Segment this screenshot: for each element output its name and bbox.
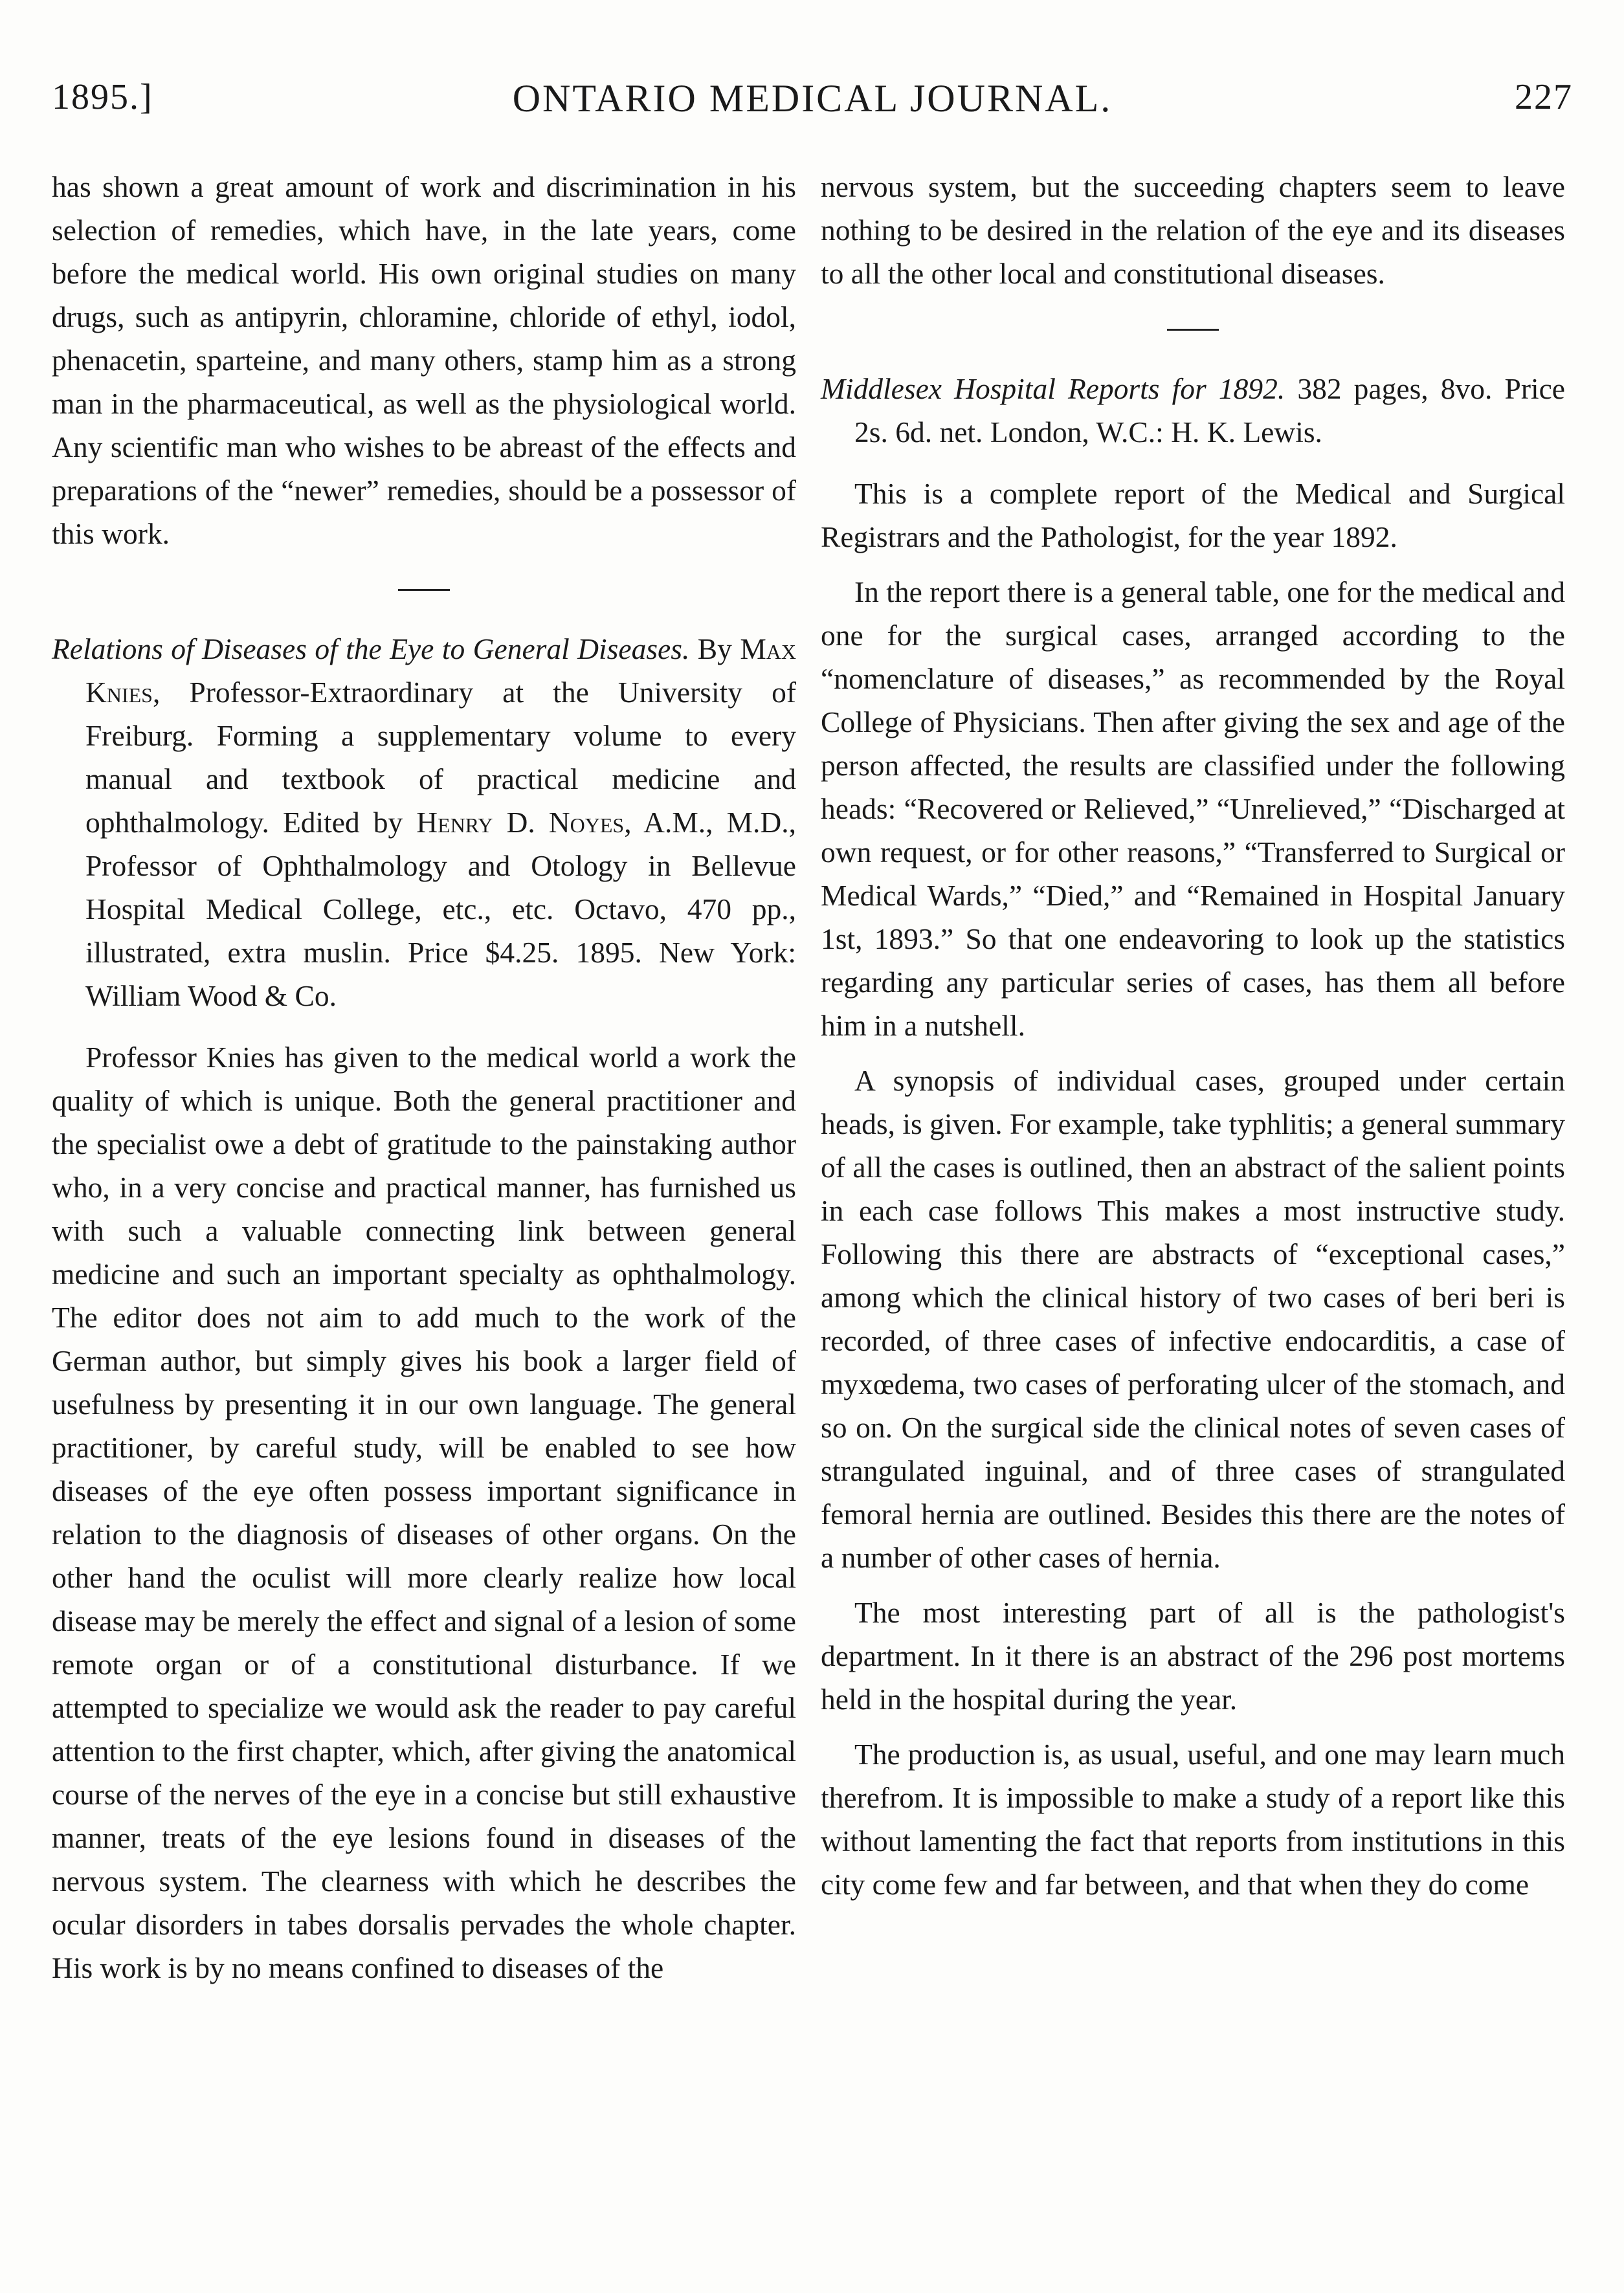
citation-details: , A.M., M.D., Professor of Ophthalmology and Otology in Bellevue Hospital Medical College, etc., etc. Octavo, 470 pp., illustrated, extra muslin. Price $4.25. 1895. New York: William Wood & Co. [85, 806, 797, 1012]
review-paragraph: The production is, as usual, useful, and one may learn much therefrom. It is impossible to make a study of a report like this without lamenting the fact that reports from institutions in this city come few and far between, and that when they do come [821, 1738, 1565, 1901]
paragraph-continued: nervous system, but the succeeding chapters seem to leave nothing to be desired in the relation of the eye and its diseases to all the other local and constitutional diseases. [821, 170, 1565, 290]
running-head [52, 76, 1573, 135]
citation-by: By [697, 632, 732, 665]
review-paragraph: The most interesting part of all is the pathologist's department. In it there is an abstract of the 296 post mortems held in the hospital during the year. [821, 1596, 1565, 1716]
review-paragraph: This is a complete report of the Medical and Surgical Registrars and the Pathologist, for the year 1892. [821, 477, 1565, 553]
book-citation [52, 627, 796, 1017]
book-title: Middlesex Hospital Reports for 1892. [821, 372, 1285, 405]
author-description: , Professor-Extraordinary at the University of Freiburg. Forming a supplementary volume to every manual and textbook of practical medicine and ophthalmology. Edited by [85, 676, 796, 839]
review-paragraph: In the report there is a general table, one for the medical and one for the surgical cases, arranged according to the “nomenclature of diseases,” as recommended by the Royal College of Physicians. Then after giving the sex and age of the person affected, the results are classified under the following heads: “Recovered or Relieved,” “Unrelieved,” “Discharged at own request, or for other reasons,” “Transferred to Surgical or Medical Wards,” “Died,” and “Remained in Hospital January 1st, 1893.” So that one endeavoring to look up the statistics regarding any particular series of cases, has them all before him in a nutshell. [821, 575, 1565, 1042]
book-citation [821, 367, 1565, 454]
book-author: Max Knies [85, 632, 797, 709]
journal-title: ONTARIO MEDICAL JOURNAL. [512, 77, 1113, 120]
paragraph-continued: has shown a great amount of work and discrimination in his selection of remedies, which have, in the late years, come before the medical world. His own original studies on many drugs, such as antipyrin, chloramine, chloride of ethyl, iodol, phenacetin, sparteine, and many others, stamp him as a strong man in the pharmaceutical, as well as the physiological world. Any scientific man who wishes to be abreast of the effects and preparations of the “newer” remedies, should be a possessor of this work. [52, 170, 796, 550]
right-column [821, 165, 1565, 1918]
review-paragraph: Professor Knies has given to the medical world a work the quality of which is unique. Both the general practitioner and the specialist owe a debt of gratitude to the painstaking author who, in a very concise and practical manner, has furnished us with such a valuable connecting link between general medicine and such an important specialty as ophthalmology. The editor does not aim to add much to the work of the German author, but simply gives his book a larger field of usefulness by presenting it in our own language. The general practitioner, by careful study, will be enabled to see how diseases of the eye often possess important significance in relation to the diagnosis of diseases of other organs. On the other hand the oculist will more clearly realize how local disease may be merely the effect and signal of a lesion of some remote organ or of a constitutional disturbance. If we attempted to specialize we would ask the reader to pay careful attention to the first chapter, which, after giving the anatomical course of the nerves of the eye in a concise but still exhaustive manner, treats of the eye lesions found in diseases of the nervous system. The clearness with which he describes the ocular disorders in tabes dorsalis pervades the whole chapter. His work is by no means confined to diseases of the [52, 1041, 796, 1984]
left-column [52, 165, 796, 2001]
header-year: 1895.] [52, 77, 153, 117]
review-paragraph: A synopsis of individual cases, grouped under certain heads, is given. For example, take typhlitis; a general summary of all the cases is outlined, then an abstract of the salient points in each case follows This makes a most instructive study. Following this there are abstracts of “exceptional cases,” among which the clinical history of two cases of beri beri is recorded, of three cases of infective endocarditis, a case of myxœdema, two cases of perforating ulcer of the stomach, and so on. On the surgical side the clinical notes of seven cases of strangulated inguinal, and of three cases of strangulated femoral hernia are outlined. Besides this there are the notes of a number of other cases of hernia. [821, 1064, 1565, 1574]
section-divider [1167, 329, 1219, 331]
book-editor: Henry D. Noyes [416, 806, 625, 839]
section-divider [398, 589, 450, 591]
citation-details: 382 pages, 8vo. Price 2s. 6d. net. London, W.C.: H. K. Lewis. [854, 372, 1565, 449]
book-title: Relations of Diseases of the Eye to General Diseases. [52, 632, 690, 665]
page-number: 227 [1515, 77, 1573, 117]
